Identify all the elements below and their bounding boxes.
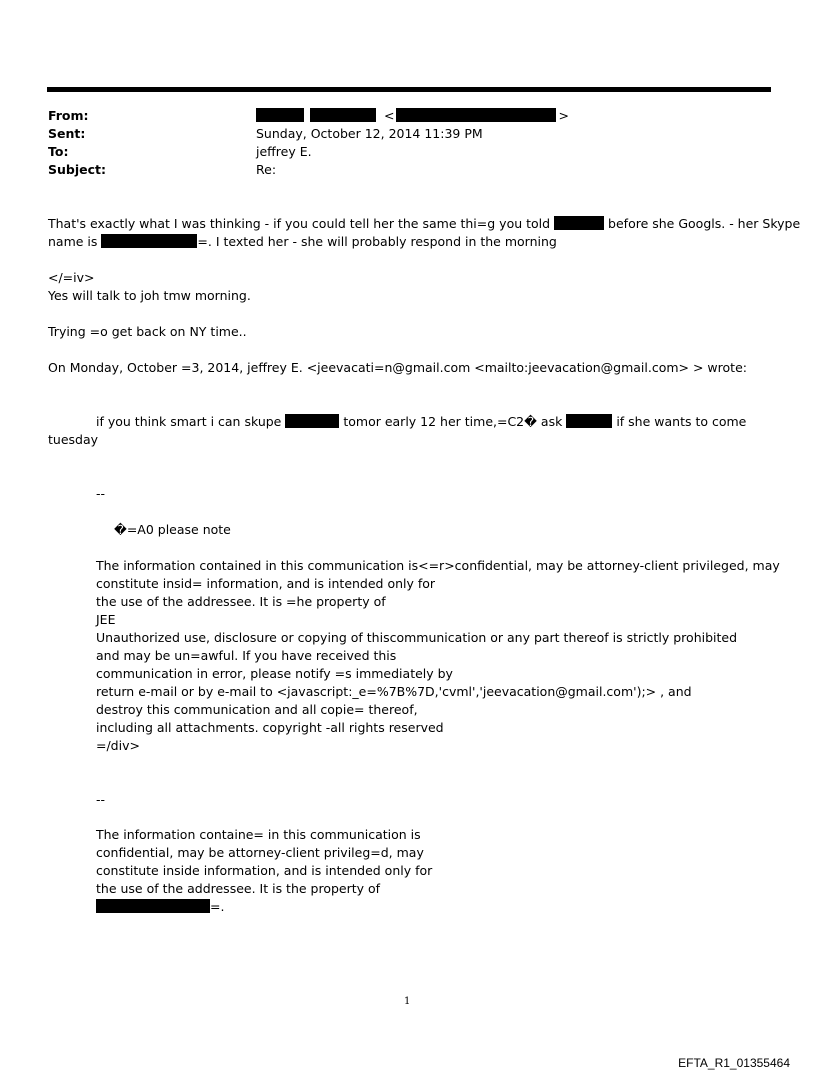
subject-label: Subject: <box>48 162 106 177</box>
disclaimer-line <box>96 898 224 916</box>
body-text: tomor early 12 her time,=C2� ask <box>343 414 563 429</box>
disclaimer-line: =/div> <box>96 738 140 753</box>
sent-value: Sunday, October 12, 2014 11:39 PM <box>256 126 483 141</box>
disclaimer-line: the use of the addressee. It is =he property of <box>96 594 386 609</box>
quoted-line <box>96 413 746 431</box>
body-text: before she Googls. - her Skype <box>608 216 801 231</box>
redaction-box <box>101 234 197 248</box>
from-lt: < <box>383 108 395 123</box>
trying-line: Trying =o get back on NY time.. <box>48 324 247 339</box>
redaction-box <box>396 108 556 122</box>
disclaimer-line: JEE <box>96 612 116 627</box>
disclaimer-line: The information contained in this communication is<=r>confidential, may be attorney-client privileged, may <box>96 558 780 573</box>
wrote-line: On Monday, October =3, 2014, jeffrey E. <jeevacati=n@gmail.com <mailto:jeevacation@gmail.com> > wrote: <box>48 360 747 375</box>
from-gt: > <box>558 108 569 123</box>
redaction-box <box>566 414 612 428</box>
signature-dash: -- <box>96 486 106 501</box>
redaction-box <box>310 108 376 122</box>
top-rule <box>47 87 771 92</box>
body-text: That's exactly what I was thinking - if you could tell her the same thi=g you told <box>48 216 551 231</box>
body-text: =. I texted her - she will probably respond in the morning <box>197 234 557 249</box>
from-label: From: <box>48 108 89 123</box>
disclaimer-line: constitute inside information, and is intended only for <box>96 863 433 878</box>
disclaimer-line: destroy this communication and all copie= thereof, <box>96 702 418 717</box>
disclaimer-line: including all attachments. copyright -all rights reserved <box>96 720 444 735</box>
signature-dash: -- <box>96 792 106 807</box>
body-text: if you think smart i can skupe <box>96 414 282 429</box>
disclaimer-line: the use of the addressee. It is the property of <box>96 881 381 896</box>
body-text: =. <box>210 899 225 914</box>
subject-value: Re: <box>256 162 277 177</box>
redaction-box <box>554 216 604 230</box>
quoted-line-tail: tuesday <box>48 432 99 447</box>
to-label: To: <box>48 144 69 159</box>
redaction-box <box>256 108 304 122</box>
body-line <box>48 215 800 233</box>
redaction-box <box>96 899 210 913</box>
disclaimer-line: confidential, may be attorney-client privileg=d, may <box>96 845 424 860</box>
sent-label: Sent: <box>48 126 86 141</box>
disclaimer-line: return e-mail or by e-mail to <javascript:_e=%7B%7D,'cvml','jeevacation@gmail.com');> , and <box>96 684 692 699</box>
disclaimer-line: The information containe= in this communication is <box>96 827 421 842</box>
div-close-text: </=iv> <box>48 270 95 285</box>
body-line <box>48 233 557 251</box>
to-value: jeffrey E. <box>256 144 312 159</box>
document-id: EFTA_R1_01355464 <box>678 1056 790 1070</box>
page-number: 1 <box>404 996 411 1007</box>
redaction-box <box>285 414 339 428</box>
disclaimer-line: and may be un=awful. If you have received this <box>96 648 397 663</box>
from-value <box>256 107 569 125</box>
disclaimer-line: Unauthorized use, disclosure or copying of thiscommunication or any part thereof is strictly prohibited <box>96 630 738 645</box>
disclaimer-line: constitute insid= information, and is intended only for <box>96 576 436 591</box>
body-text: name is <box>48 234 98 249</box>
yes-line: Yes will talk to joh tmw morning. <box>48 288 251 303</box>
disclaimer-line: communication in error, please notify =s immediately by <box>96 666 453 681</box>
please-note: �=A0 please note <box>114 522 231 537</box>
body-text: if she wants to come <box>616 414 747 429</box>
